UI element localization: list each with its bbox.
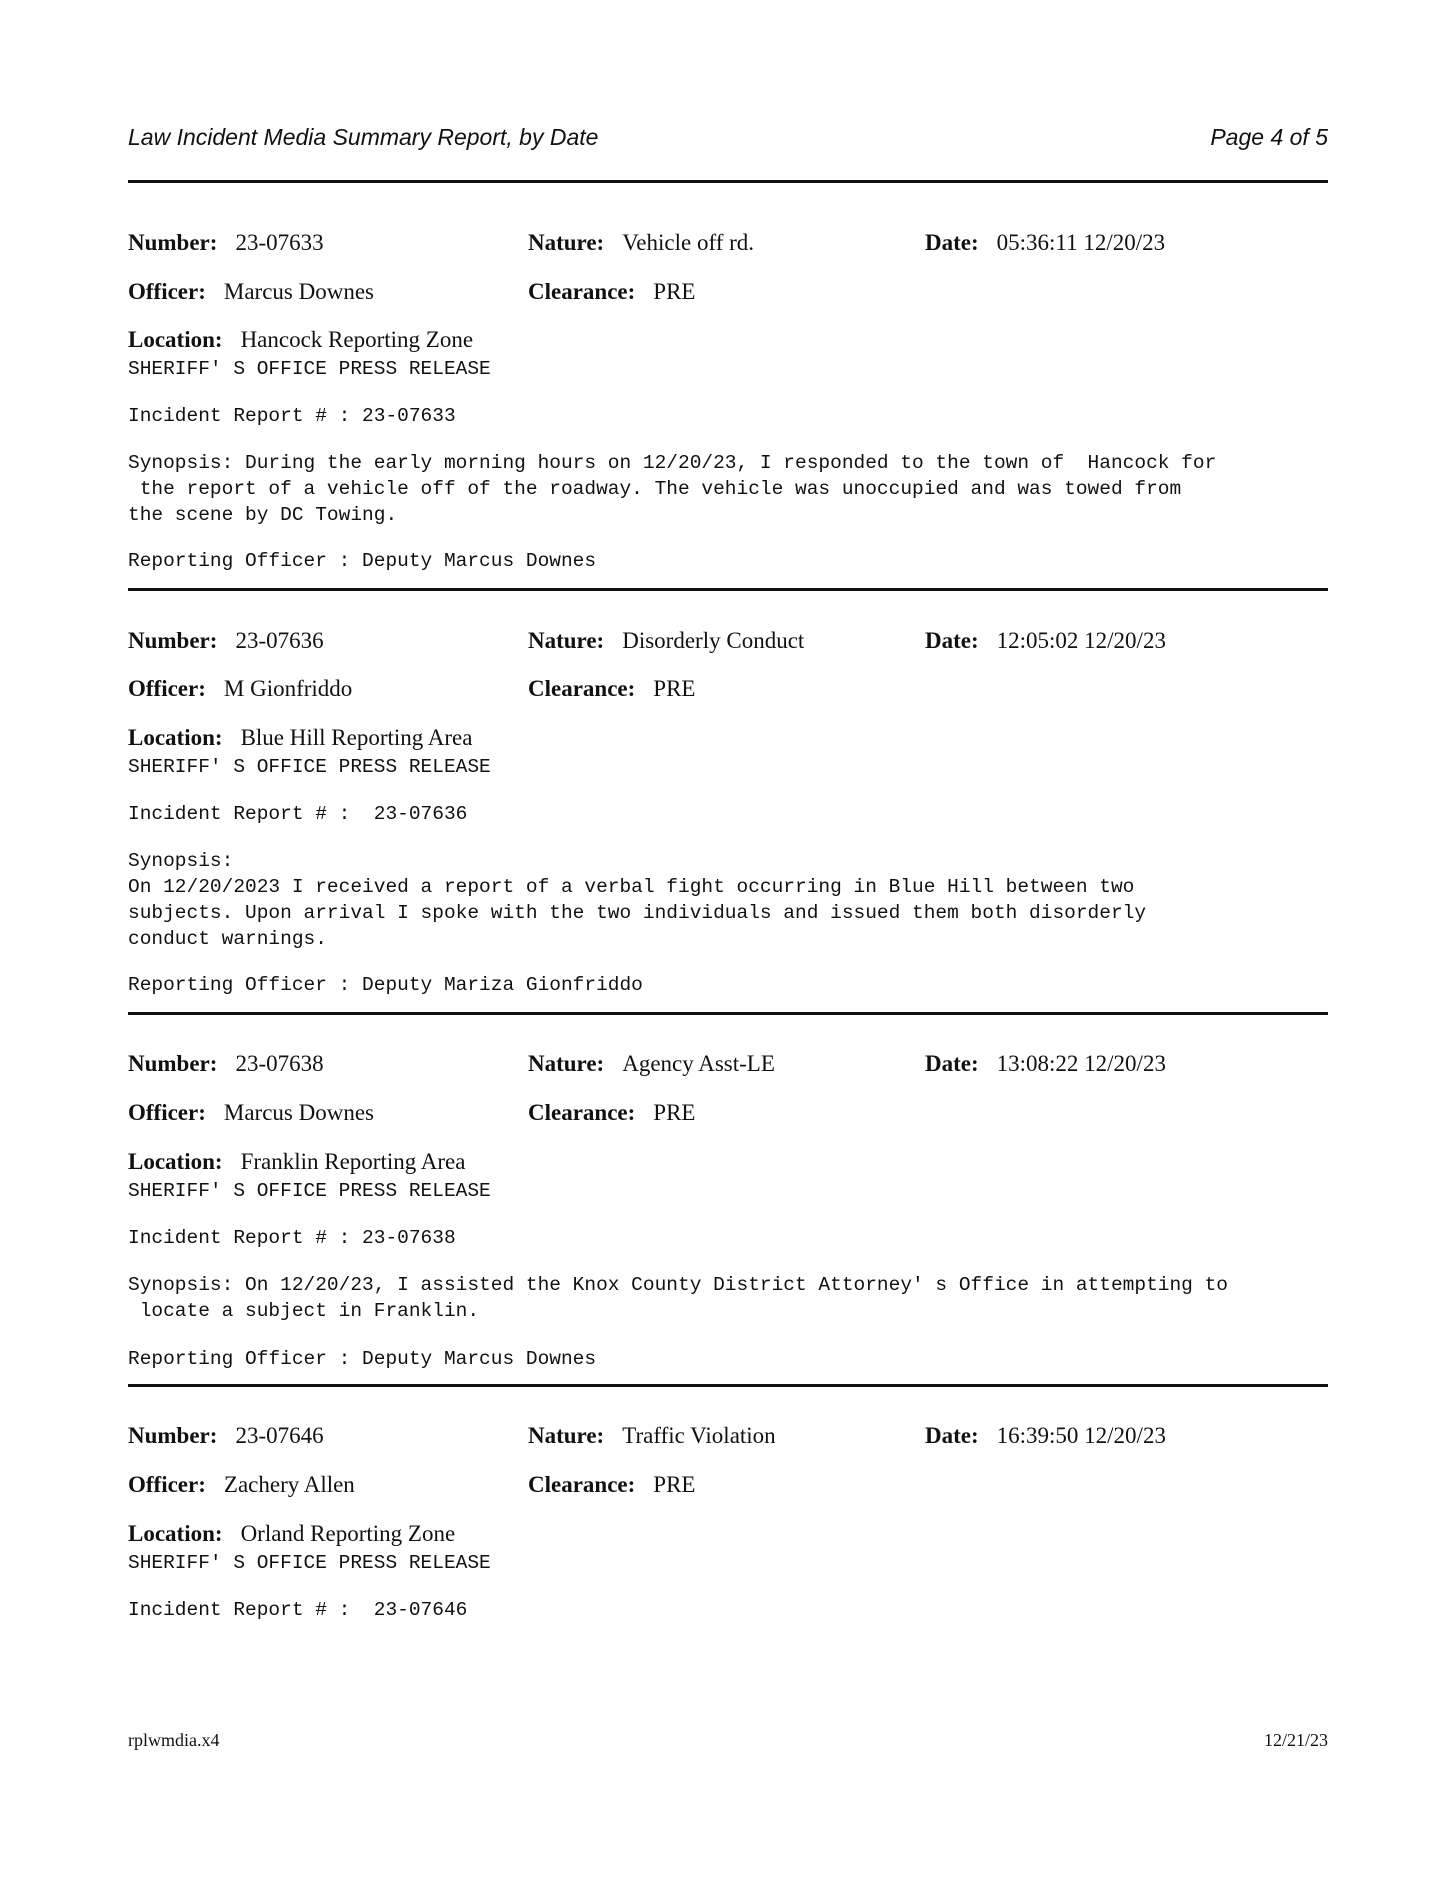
incident-clearance: PRE (653, 1472, 696, 1497)
report-header (128, 124, 1328, 160)
officer-label: Officer: (128, 1472, 206, 1497)
record-divider (128, 1012, 1328, 1015)
location-label: Location: (128, 1521, 223, 1546)
incident-number: 23-07638 (235, 1051, 324, 1076)
incident-date: 12:05:02 12/20/23 (996, 628, 1166, 653)
nature-label: Nature: (528, 1051, 605, 1076)
incident-report-line: Incident Report # : 23-07636 (128, 803, 468, 825)
record-row-secondary (128, 676, 1328, 706)
incident-location: Orland Reporting Zone (240, 1521, 456, 1546)
incident-nature: Vehicle off rd. (622, 230, 755, 255)
record-row-secondary (128, 1100, 1328, 1130)
press-release-line: SHERIFF' S OFFICE PRESS RELEASE (128, 1552, 491, 1574)
reporting-officer-line: Reporting Officer : Deputy Mariza Gionfriddo (128, 974, 643, 996)
clearance-label: Clearance: (528, 1472, 636, 1497)
location-label: Location: (128, 725, 223, 750)
clearance-label: Clearance: (528, 676, 636, 701)
incident-nature: Traffic Violation (622, 1423, 776, 1448)
date-label: Date: (925, 628, 979, 653)
clearance-label: Clearance: (528, 1100, 636, 1125)
press-release-line: SHERIFF' S OFFICE PRESS RELEASE (128, 1180, 491, 1202)
clearance-label: Clearance: (528, 279, 636, 304)
incident-report-line: Incident Report # : 23-07633 (128, 405, 456, 427)
reporting-officer-line: Reporting Officer : Deputy Marcus Downes (128, 550, 597, 572)
record-row-location (128, 725, 1328, 755)
incident-officer: M Gionfriddo (223, 676, 353, 701)
location-label: Location: (128, 327, 223, 352)
record-row-primary (128, 230, 1328, 260)
number-label: Number: (128, 628, 218, 653)
header-divider (128, 180, 1328, 183)
record-row-primary (128, 628, 1328, 658)
incident-number: 23-07633 (235, 230, 324, 255)
incident-report-line: Incident Report # : 23-07646 (128, 1599, 468, 1621)
report-code: rplwmdia.x4 (128, 1730, 220, 1750)
incident-clearance: PRE (653, 279, 696, 304)
press-release-line: SHERIFF' S OFFICE PRESS RELEASE (128, 756, 491, 778)
officer-label: Officer: (128, 1100, 206, 1125)
officer-label: Officer: (128, 279, 206, 304)
incident-date: 05:36:11 12/20/23 (996, 230, 1166, 255)
synopsis-text: Synopsis: On 12/20/23, I assisted the Knox County District Attorney' s Office in attempting to locate a subject in Franklin. (128, 1274, 1228, 1322)
record-row-primary (128, 1051, 1328, 1081)
reporting-officer-line: Reporting Officer : Deputy Marcus Downes (128, 1348, 597, 1370)
report-footer (128, 1730, 1328, 1756)
record-row-primary (128, 1423, 1328, 1453)
incident-location: Hancock Reporting Zone (240, 327, 474, 352)
incident-officer: Marcus Downes (223, 1100, 374, 1125)
print-date: 12/21/23 (1263, 1730, 1328, 1750)
press-release-line: SHERIFF' S OFFICE PRESS RELEASE (128, 358, 491, 380)
incident-location: Franklin Reporting Area (240, 1149, 466, 1174)
incident-date: 13:08:22 12/20/23 (996, 1051, 1166, 1076)
record-row-location (128, 327, 1328, 357)
date-label: Date: (925, 1051, 979, 1076)
incident-clearance: PRE (653, 1100, 696, 1125)
officer-label: Officer: (128, 676, 206, 701)
incident-officer: Marcus Downes (223, 279, 374, 304)
incident-location: Blue Hill Reporting Area (240, 725, 473, 750)
page-number: Page 4 of 5 (1210, 124, 1328, 150)
record-row-secondary (128, 1472, 1328, 1502)
record-divider (128, 1384, 1328, 1387)
nature-label: Nature: (528, 1423, 605, 1448)
location-label: Location: (128, 1149, 223, 1174)
nature-label: Nature: (528, 230, 605, 255)
number-label: Number: (128, 230, 218, 255)
incident-date: 16:39:50 12/20/23 (996, 1423, 1166, 1448)
record-row-location (128, 1521, 1328, 1551)
record-row-secondary (128, 279, 1328, 309)
incident-nature: Disorderly Conduct (622, 628, 805, 653)
report-page (128, 0, 1328, 1884)
synopsis-text: Synopsis: During the early morning hours on 12/20/23, I responded to the town of Hancock for the report of a vehicle off of the roadway. The vehicle was unoccupied and was towed from the scene by DC Towing. (128, 452, 1217, 526)
incident-report-line: Incident Report # : 23-07638 (128, 1227, 456, 1249)
date-label: Date: (925, 230, 979, 255)
incident-clearance: PRE (653, 676, 696, 701)
incident-number: 23-07646 (235, 1423, 324, 1448)
synopsis-text: Synopsis: On 12/20/2023 I received a report of a verbal fight occurring in Blue Hill between two subjects. Upon arrival I spoke with the two individuals and issued them both disorderly conduct warnings. (128, 850, 1147, 950)
record-divider (128, 588, 1328, 591)
nature-label: Nature: (528, 628, 605, 653)
date-label: Date: (925, 1423, 979, 1448)
number-label: Number: (128, 1051, 218, 1076)
incident-number: 23-07636 (235, 628, 324, 653)
record-row-location (128, 1149, 1328, 1179)
number-label: Number: (128, 1423, 218, 1448)
report-title: Law Incident Media Summary Report, by Date (128, 124, 599, 150)
incident-officer: Zachery Allen (223, 1472, 355, 1497)
incident-nature: Agency Asst-LE (622, 1051, 775, 1076)
